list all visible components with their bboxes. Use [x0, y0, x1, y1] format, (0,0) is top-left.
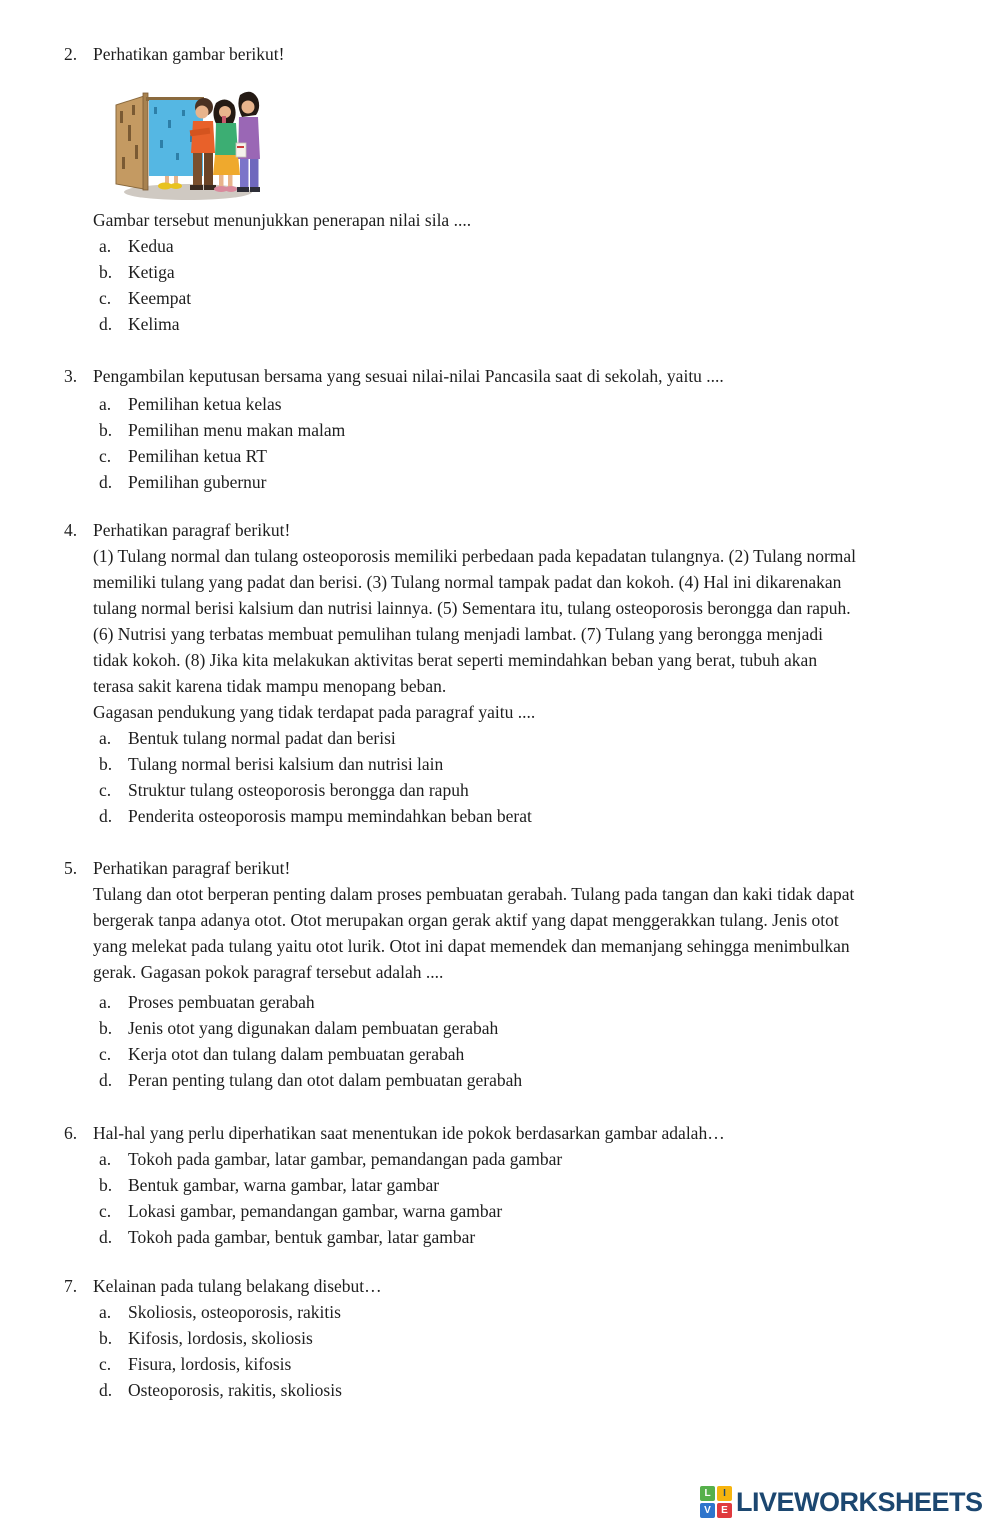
option-a[interactable]: a. Tokoh pada gambar, latar gambar, pemandangan pada gambar: [99, 1149, 563, 1169]
logo-tile-i: I: [717, 1486, 732, 1501]
option-d[interactable]: d. Pemilihan gubernur: [99, 472, 267, 492]
question-header: 5. Perhatikan paragraf berikut!: [0, 855, 1000, 881]
option-c[interactable]: c. Kerja otot dan tulang dalam pembuatan gerabah: [99, 1044, 465, 1064]
question-text: Gagasan pendukung yang tidak terdapat pada paragraf yaitu ....: [93, 702, 536, 722]
option-b[interactable]: b. Bentuk gambar, warna gambar, latar gambar: [99, 1175, 440, 1195]
question-header: 7. Kelainan pada tulang belakang disebut…: [0, 1273, 1000, 1299]
option-d[interactable]: d. Kelima: [99, 314, 180, 334]
paragraph-line: (6) Nutrisi yang terbatas membuat pemulihan tulang menjadi lambat. (7) Tulang yang berongga menjadi: [93, 624, 823, 644]
liveworksheets-logo[interactable]: [700, 1486, 983, 1518]
option-b[interactable]: b. Ketiga: [99, 262, 175, 282]
option-b[interactable]: b. Kifosis, lordosis, skoliosis: [99, 1328, 313, 1348]
paragraph-line: (1) Tulang normal dan tulang osteoporosis memiliki perbedaan pada kepadatan tulangnya. (2) Tulang normal: [93, 546, 857, 566]
option-a[interactable]: a. Bentuk tulang normal padat dan berisi: [99, 728, 396, 748]
option-a[interactable]: a. Kedua: [99, 236, 174, 256]
option-c[interactable]: c. Struktur tulang osteoporosis berongga dan rapuh: [99, 780, 469, 800]
paragraph-line: tulang normal berisi kalsium dan nutrisi lainnya. (5) Sementara itu, tulang osteoporosis berongga dan rapuh.: [93, 598, 851, 618]
paragraph-line: gerak. Gagasan pokok paragraf tersebut adalah ....: [93, 962, 444, 982]
question-number: 7.: [64, 1276, 78, 1296]
question-header: 3. Pengambilan keputusan bersama yang sesuai nilai-nilai Pancasila saat di sekolah, yaitu ....: [0, 363, 1000, 389]
logo-tile-v: V: [700, 1503, 715, 1518]
question-6: [0, 1120, 1000, 1250]
question-4: [0, 517, 1000, 829]
logo-tile-e: E: [717, 1503, 732, 1518]
question-header: 4. Perhatikan paragraf berikut!: [0, 517, 1000, 543]
option-c[interactable]: c. Keempat: [99, 288, 192, 308]
question-number: 2.: [64, 44, 78, 64]
voting-queue-illustration: [110, 85, 260, 202]
liveworksheets-wordmark: LIVEWORKSHEETS: [736, 1487, 983, 1517]
question-2: [0, 41, 1000, 337]
liveworksheets-tiles-icon: [700, 1486, 732, 1518]
question-3: [0, 363, 1000, 495]
paragraph-line: memiliki tulang yang padat dan berisi. (3) Tulang normal tampak padat dan kokoh. (4) Hal ini dikarenakan: [93, 572, 842, 592]
option-d[interactable]: d. Penderita osteoporosis mampu memindahkan beban berat: [99, 806, 532, 826]
question-header: 6. Hal-hal yang perlu diperhatikan saat menentukan ide pokok berdasarkan gambar adalah…: [0, 1120, 1000, 1146]
option-b[interactable]: b. Jenis otot yang digunakan dalam pembuatan gerabah: [99, 1018, 499, 1038]
question-number: 4.: [64, 520, 78, 540]
question-7: [0, 1273, 1000, 1403]
paragraph-line: yang melekat pada tulang yaitu otot lurik. Otot ini dapat memendek dan memanjang sehingga menimbulkan: [93, 936, 850, 956]
question-number: 3.: [64, 366, 78, 386]
option-d[interactable]: d. Peran penting tulang dan otot dalam pembuatan gerabah: [99, 1070, 523, 1090]
option-d[interactable]: d. Tokoh pada gambar, bentuk gambar, latar gambar: [99, 1227, 476, 1247]
question-number: 5.: [64, 858, 78, 878]
option-b[interactable]: b. Pemilihan menu makan malam: [99, 420, 346, 440]
paragraph-line: tidak kokoh. (8) Jika kita melakukan aktivitas berat seperti memindahkan beban yang berat, tubuh akan: [93, 650, 818, 670]
option-b[interactable]: b. Tulang normal berisi kalsium dan nutrisi lain: [99, 754, 444, 774]
question-5: [0, 855, 1000, 1093]
option-d[interactable]: d. Osteoporosis, rakitis, skoliosis: [99, 1380, 342, 1400]
option-c[interactable]: c. Lokasi gambar, pemandangan gambar, warna gambar: [99, 1201, 503, 1221]
paragraph-line: terasa sakit karena tidak mampu menopang beban.: [93, 676, 447, 696]
question-header: 2. Perhatikan gambar berikut!: [0, 41, 1000, 67]
option-a[interactable]: a. Skoliosis, osteoporosis, rakitis: [99, 1302, 341, 1322]
question-number: 6.: [64, 1123, 78, 1143]
paragraph-line: bergerak tanpa adanya otot. Otot merupakan organ gerak aktif yang dapat menggerakkan tulang. Jenis otot: [93, 910, 839, 930]
option-c[interactable]: c. Fisura, lordosis, kifosis: [99, 1354, 292, 1374]
option-a[interactable]: a. Pemilihan ketua kelas: [99, 394, 282, 414]
question-text: Gambar tersebut menunjukkan penerapan nilai sila ....: [93, 210, 472, 230]
option-c[interactable]: c. Pemilihan ketua RT: [99, 446, 267, 466]
logo-tile-l: L: [700, 1486, 715, 1501]
paragraph-line: Tulang dan otot berperan penting dalam proses pembuatan gerabah. Tulang pada tangan dan kaki tidak dapat: [93, 884, 855, 904]
option-a[interactable]: a. Proses pembuatan gerabah: [99, 992, 315, 1012]
